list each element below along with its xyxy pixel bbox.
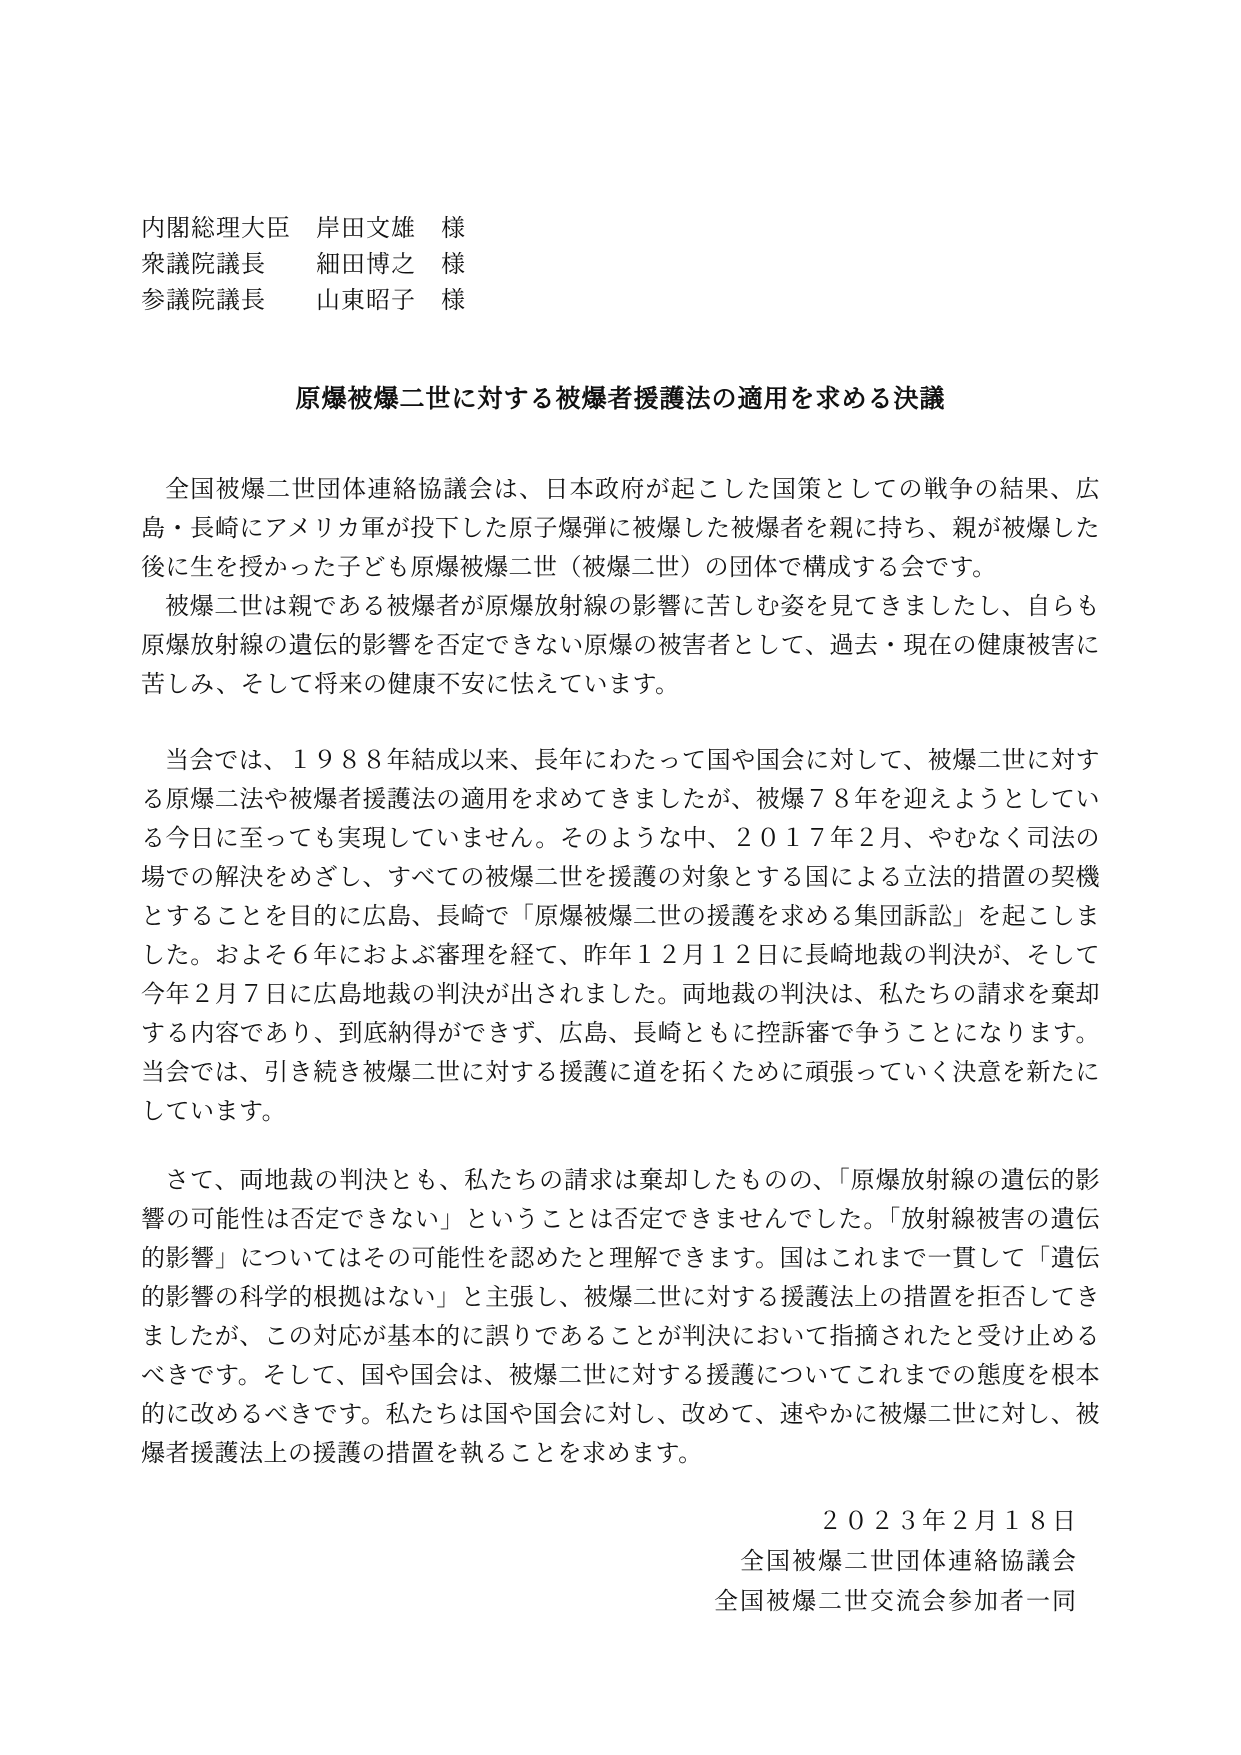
signature-line: 全国被爆二世団体連絡協議会 xyxy=(740,1547,1078,1575)
signature-block xyxy=(141,1501,1100,1621)
document-body xyxy=(141,470,1100,1473)
addressee-line: 参議院議長 山東昭子 様 xyxy=(141,286,466,314)
body-paragraph: さて、両地裁の判決とも、私たちの請求は棄却したものの、「原爆放射線の遺伝的影響の可能性は否定できない」ということは否定できませんでした。「放射線被害の遺伝的影響」についてはその可能性を認めたと理解できます。国はこれまで一貫して「遺伝的影響の科学的根拠はない」と主張し、被爆二世に対する援護法上の措置を拒否してきましたが、この対応が基本的に誤りであることが判決において指摘されたと受け止めるべきです。そして、国や国会は、被爆二世に対する援護についてこれまでの態度を根本的に改めるべきです。私たちは国や国会に対し、改めて、速やかに被爆二世に対し、被爆者援護法上の援護の措置を執ることを求めます。 xyxy=(141,1166,1100,1467)
body-paragraph: 当会では、１９８８年結成以来、長年にわたって国や国会に対して、被爆二世に対する原爆二法や被爆者援護法の適用を求めてきましたが、被爆７８年を迎えようとしている今日に至っても実現していません。そのような中、２０１７年２月、やむなく司法の場での解決をめざし、すべての被爆二世を援護の対象とする国による立法的措置の契機とすることを目的に広島、長崎で「原爆被爆二世の援護を求める集団訴訟」を起こしました。およそ６年におよぶ審理を経て、昨年１２月１２日に長崎地裁の判決が、そして今年２月７日に広島地裁の判決が出されました。両地裁の判決は、私たちの請求を棄却する内容であり、到底納得ができず、広島、長崎ともに控訴審で争うことになります。当会では、引き続き被爆二世に対する援護に道を拓くために頑張っていく決意を新たにしています。 xyxy=(141,746,1100,1125)
addressee-line: 衆議院議長 細田博之 様 xyxy=(141,250,466,278)
document-title: 原爆被爆二世に対する被爆者援護法の適用を求める決議 xyxy=(295,384,946,413)
signature-line: 全国被爆二世交流会参加者一同 xyxy=(714,1587,1078,1615)
date-line: ２０２３年２月１８日 xyxy=(818,1507,1078,1535)
body-paragraph: 全国被爆二世団体連絡協議会は、日本政府が起こした国策としての戦争の結果、広島・長崎にアメリカ軍が投下した原子爆弾に被爆した被爆者を親に持ち、親が被爆した後に生を授かった子ども原爆被爆二世（被爆二世）の団体で構成する会です。 xyxy=(141,475,1100,581)
addressee-block xyxy=(141,210,1100,318)
addressee-line: 内閣総理大臣 岸田文雄 様 xyxy=(141,214,466,242)
body-paragraph: 被爆二世は親である被爆者が原爆放射線の影響に苦しむ姿を見てきましたし、自らも原爆放射線の遺伝的影響を否定できない原爆の被害者として、過去・現在の健康被害に苦しみ、そして将来の健康不安に怯えています。 xyxy=(141,592,1100,698)
